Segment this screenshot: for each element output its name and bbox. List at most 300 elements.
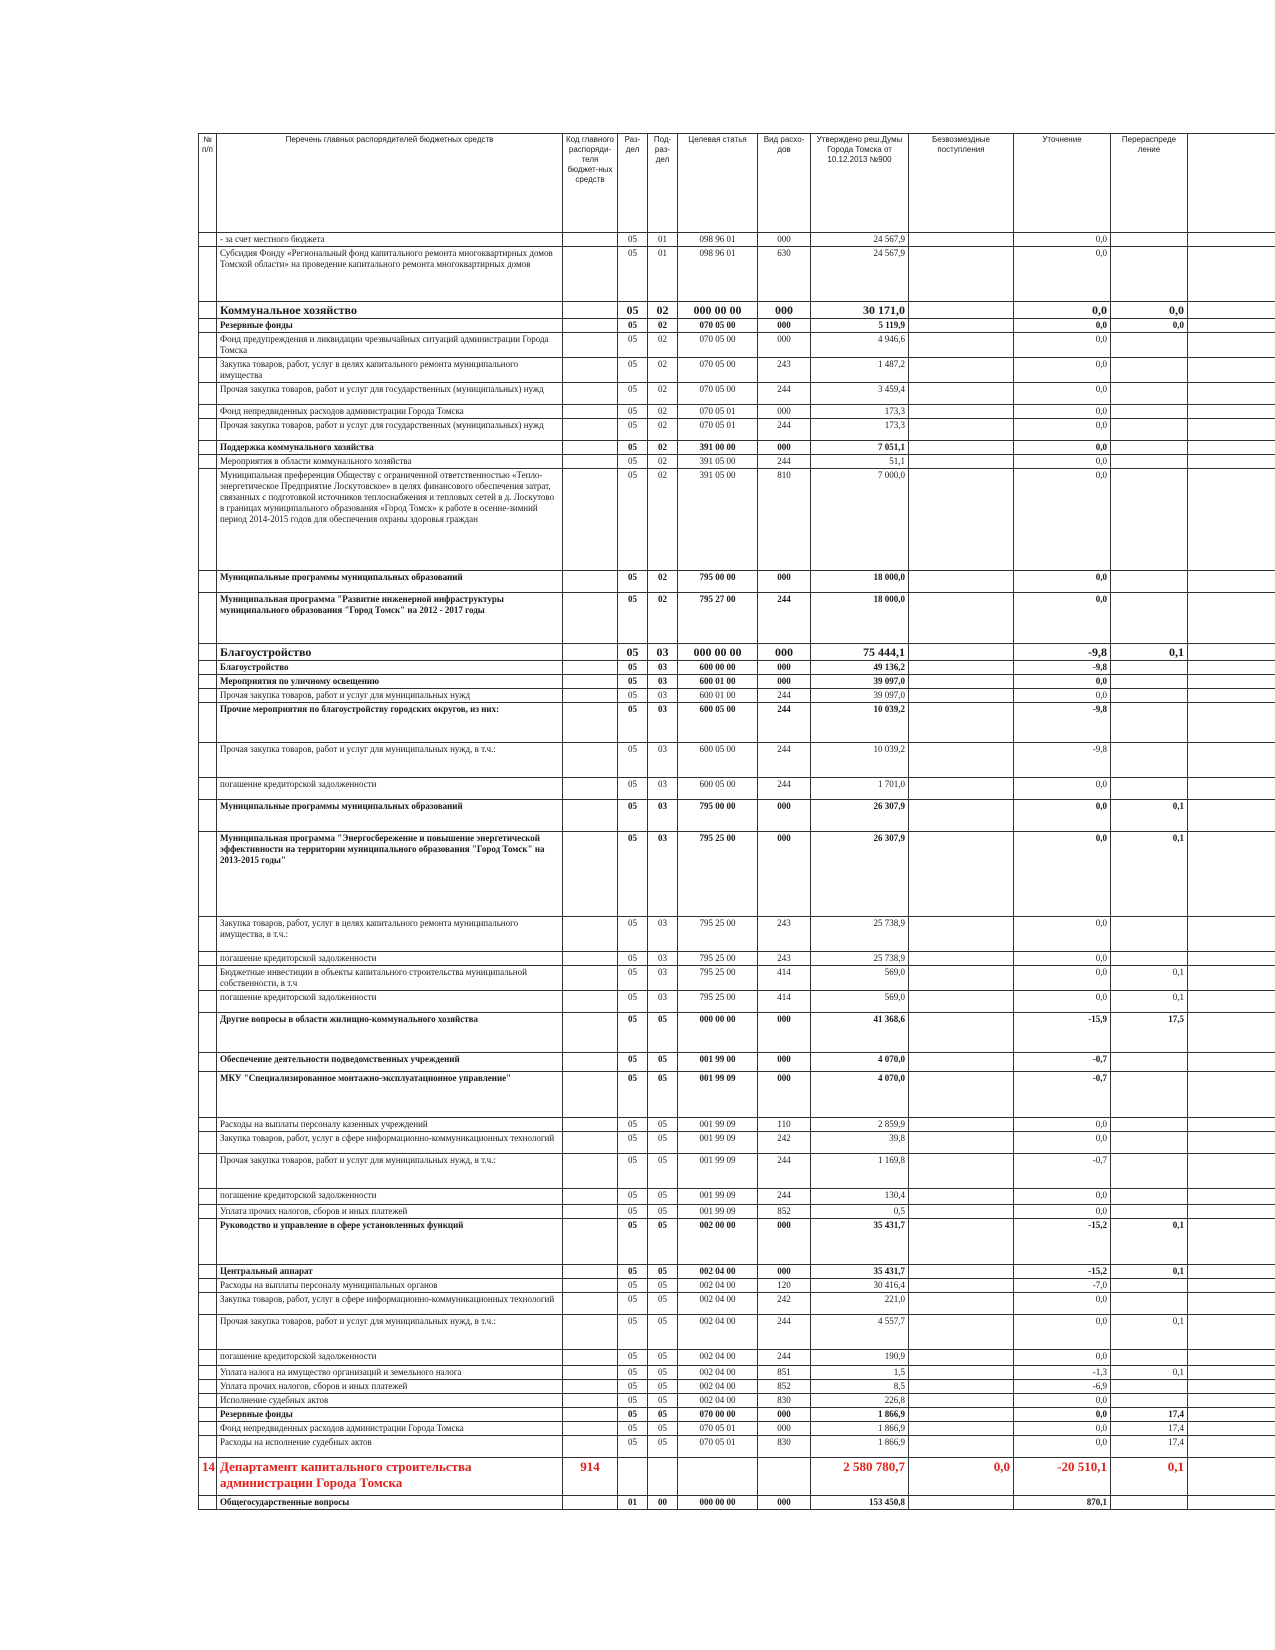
cell-target: 070 05 00 [678, 358, 758, 383]
cell-extra [1188, 1436, 1275, 1458]
cell-approved: 7 051,1 [811, 441, 909, 455]
cell-redistribute: 0,1 [1111, 1265, 1188, 1279]
cell-code [563, 593, 618, 644]
cell-razdel: 05 [618, 441, 648, 455]
cell-free [909, 832, 1014, 917]
cell-podrazdel: 01 [648, 233, 678, 247]
cell-clarify: 0,0 [1014, 405, 1111, 419]
cell-razdel: 05 [618, 644, 648, 661]
cell-redistribute [1111, 952, 1188, 966]
cell-approved: 18 000,0 [811, 571, 909, 593]
cell-clarify: 0,0 [1014, 358, 1111, 383]
cell-approved: 30 416,4 [811, 1279, 909, 1293]
cell-extra [1188, 1422, 1275, 1436]
cell-podrazdel: 02 [648, 571, 678, 593]
table-row [199, 661, 1275, 675]
cell-target: 795 25 00 [678, 952, 758, 966]
cell-podrazdel: 03 [648, 991, 678, 1013]
cell-approved: 4 070,0 [811, 1072, 909, 1118]
cell-num [199, 1072, 217, 1118]
cell-redistribute [1111, 1496, 1188, 1510]
cell-free [909, 1265, 1014, 1279]
cell-approved: 4 946,6 [811, 333, 909, 358]
budget-sheet [198, 133, 1275, 1510]
cell-approved: 1,5 [811, 1366, 909, 1380]
cell-extra [1188, 952, 1275, 966]
cell-free [909, 358, 1014, 383]
cell-clarify: 0,0 [1014, 832, 1111, 917]
cell-target: 795 25 00 [678, 966, 758, 991]
cell-podrazdel: 03 [648, 832, 678, 917]
cell-vid: 852 [758, 1205, 811, 1219]
cell-code [563, 1053, 618, 1072]
cell-razdel: 05 [618, 333, 648, 358]
cell-extra [1188, 689, 1275, 703]
cell-approved: 4 070,0 [811, 1053, 909, 1072]
cell-razdel: 05 [618, 1293, 648, 1315]
cell-redistribute: 0,1 [1111, 800, 1188, 832]
cell-name: Муниципальная программа "Энергосбережение и повышение энергетической эффективности на территории муниципального образования "Город Томск" на 2013-2015 годы" [217, 832, 563, 917]
cell-name: погашение кредиторской задолженности [217, 952, 563, 966]
cell-code [563, 405, 618, 419]
table-row [199, 1436, 1275, 1458]
cell-name: Исполнение судебных актов [217, 1394, 563, 1408]
cell-extra [1188, 778, 1275, 800]
cell-razdel: 05 [618, 703, 648, 743]
cell-vid: 244 [758, 1315, 811, 1350]
cell-num [199, 966, 217, 991]
cell-razdel: 05 [618, 1219, 648, 1265]
cell-podrazdel: 03 [648, 661, 678, 675]
cell-num [199, 1205, 217, 1219]
cell-redistribute [1111, 743, 1188, 778]
cell-approved: 49 136,2 [811, 661, 909, 675]
cell-clarify: 0,0 [1014, 1205, 1111, 1219]
cell-num [199, 778, 217, 800]
cell-code [563, 1189, 618, 1205]
cell-clarify: 0,0 [1014, 778, 1111, 800]
table-row [199, 1408, 1275, 1422]
cell-clarify: 0,0 [1014, 917, 1111, 952]
cell-razdel: 05 [618, 661, 648, 675]
cell-num [199, 302, 217, 319]
cell-razdel: 05 [618, 1154, 648, 1189]
cell-vid: 414 [758, 966, 811, 991]
cell-redistribute: 0,1 [1111, 1458, 1188, 1496]
cell-code [563, 1394, 618, 1408]
cell-name: Резервные фонды [217, 319, 563, 333]
cell-clarify: 0,0 [1014, 1436, 1111, 1458]
cell-podrazdel: 03 [648, 644, 678, 661]
cell-vid: 830 [758, 1436, 811, 1458]
cell-vid: 000 [758, 675, 811, 689]
cell-code [563, 1436, 618, 1458]
cell-razdel [618, 1458, 648, 1496]
cell-podrazdel: 03 [648, 800, 678, 832]
cell-target: 002 04 00 [678, 1380, 758, 1394]
cell-target: 000 00 00 [678, 302, 758, 319]
cell-podrazdel: 02 [648, 593, 678, 644]
cell-extra [1188, 455, 1275, 469]
cell-name: Бюджетные инвестиции в объекты капитального строительства муниципальной собственности, в т.ч [217, 966, 563, 991]
cell-podrazdel: 05 [648, 1265, 678, 1279]
cell-target: 391 05 00 [678, 469, 758, 571]
cell-target: 001 99 09 [678, 1118, 758, 1132]
cell-code [563, 247, 618, 302]
cell-free [909, 778, 1014, 800]
cell-free [909, 1279, 1014, 1293]
cell-razdel: 05 [618, 1408, 648, 1422]
cell-code [563, 358, 618, 383]
cell-clarify: 0,0 [1014, 1394, 1111, 1408]
cell-clarify: 0,0 [1014, 469, 1111, 571]
cell-free [909, 469, 1014, 571]
cell-target: 000 00 00 [678, 1496, 758, 1510]
cell-podrazdel: 05 [648, 1350, 678, 1366]
cell-redistribute: 0,0 [1111, 319, 1188, 333]
cell-name: Расходы на выплаты персоналу казенных учреждений [217, 1118, 563, 1132]
cell-extra [1188, 1118, 1275, 1132]
cell-free [909, 689, 1014, 703]
cell-num [199, 689, 217, 703]
cell-extra [1188, 1053, 1275, 1072]
table-row [199, 333, 1275, 358]
cell-clarify: -15,2 [1014, 1219, 1111, 1265]
cell-approved: 130,4 [811, 1189, 909, 1205]
cell-redistribute [1111, 593, 1188, 644]
cell-code [563, 233, 618, 247]
cell-vid: 243 [758, 952, 811, 966]
table-row [199, 703, 1275, 743]
cell-approved: 569,0 [811, 966, 909, 991]
cell-podrazdel: 03 [648, 743, 678, 778]
cell-free [909, 233, 1014, 247]
cell-approved: 2 859,9 [811, 1118, 909, 1132]
cell-extra [1188, 1315, 1275, 1350]
cell-code [563, 832, 618, 917]
cell-num [199, 1154, 217, 1189]
cell-extra [1188, 1408, 1275, 1422]
cell-free [909, 419, 1014, 441]
cell-num [199, 1189, 217, 1205]
cell-razdel: 05 [618, 1394, 648, 1408]
cell-vid: 244 [758, 689, 811, 703]
cell-free [909, 1132, 1014, 1154]
cell-free: 0,0 [909, 1458, 1014, 1496]
cell-clarify: 0,0 [1014, 1422, 1111, 1436]
cell-razdel: 05 [618, 1189, 648, 1205]
header-extra [1188, 134, 1275, 233]
cell-name: Центральный аппарат [217, 1265, 563, 1279]
cell-clarify: 0,0 [1014, 233, 1111, 247]
cell-razdel: 05 [618, 1315, 648, 1350]
cell-approved: 153 450,8 [811, 1496, 909, 1510]
cell-extra [1188, 675, 1275, 689]
cell-redistribute [1111, 1053, 1188, 1072]
cell-code [563, 1279, 618, 1293]
cell-free [909, 800, 1014, 832]
cell-approved: 1 701,0 [811, 778, 909, 800]
cell-podrazdel: 05 [648, 1154, 678, 1189]
cell-vid: 000 [758, 1496, 811, 1510]
cell-extra [1188, 917, 1275, 952]
cell-target: 600 05 00 [678, 743, 758, 778]
cell-extra [1188, 1380, 1275, 1394]
cell-clarify: 0,0 [1014, 1118, 1111, 1132]
cell-extra [1188, 333, 1275, 358]
cell-approved: 30 171,0 [811, 302, 909, 319]
table-row [199, 1350, 1275, 1366]
cell-code [563, 1315, 618, 1350]
cell-name: Уплата прочих налогов, сборов и иных платежей [217, 1205, 563, 1219]
cell-target: 795 25 00 [678, 991, 758, 1013]
cell-num [199, 319, 217, 333]
cell-code [563, 441, 618, 455]
cell-approved: 1 169,8 [811, 1154, 909, 1189]
cell-name: МКУ "Специализированное монтажно-эксплуатационное управление" [217, 1072, 563, 1118]
cell-clarify: -9,8 [1014, 703, 1111, 743]
cell-redistribute [1111, 1380, 1188, 1394]
cell-razdel: 05 [618, 358, 648, 383]
cell-target: 002 04 00 [678, 1366, 758, 1380]
cell-razdel: 05 [618, 1205, 648, 1219]
table-row [199, 469, 1275, 571]
cell-razdel: 05 [618, 455, 648, 469]
cell-free [909, 1154, 1014, 1189]
cell-num [199, 1315, 217, 1350]
header-code: Код главного распоряди-теля бюджет-ных средств [563, 134, 618, 233]
cell-code [563, 1013, 618, 1053]
cell-name: Фонд непредвиденных расходов администрации Города Томска [217, 405, 563, 419]
cell-podrazdel: 03 [648, 966, 678, 991]
cell-num [199, 1293, 217, 1315]
cell-num [199, 469, 217, 571]
cell-code [563, 1422, 618, 1436]
cell-code [563, 1293, 618, 1315]
cell-num [199, 247, 217, 302]
table-row [199, 1132, 1275, 1154]
cell-vid: 243 [758, 358, 811, 383]
cell-clarify: -6,9 [1014, 1380, 1111, 1394]
cell-razdel: 05 [618, 689, 648, 703]
cell-num [199, 1436, 217, 1458]
cell-code [563, 1205, 618, 1219]
cell-extra [1188, 319, 1275, 333]
cell-free [909, 455, 1014, 469]
table-row [199, 1293, 1275, 1315]
cell-razdel: 05 [618, 800, 648, 832]
cell-extra [1188, 1205, 1275, 1219]
cell-razdel: 05 [618, 233, 648, 247]
cell-extra [1188, 1394, 1275, 1408]
cell-approved: 35 431,7 [811, 1219, 909, 1265]
cell-code [563, 319, 618, 333]
cell-podrazdel: 02 [648, 469, 678, 571]
cell-approved: 10 039,2 [811, 703, 909, 743]
cell-target: 070 05 00 [678, 383, 758, 405]
table-row [199, 832, 1275, 917]
cell-free [909, 644, 1014, 661]
cell-free [909, 1118, 1014, 1132]
cell-name: Муниципальная преференция Обществу с ограниченной ответственностью «Тепло-энергетическое Предприятие Лоскутовское» в целях финансового обеспечения затрат, связанных с подготовкой источников теплоснабжения и тепловых сетей в д. Лоскутово в границах муниципального образования «Город Томск» к работе в осенне-зимний период 2014-2015 годов для обеспечения охраны здоровья граждан [217, 469, 563, 571]
table-row [199, 1053, 1275, 1072]
cell-target: 795 00 00 [678, 800, 758, 832]
cell-redistribute: 17,4 [1111, 1436, 1188, 1458]
cell-target: 002 04 00 [678, 1350, 758, 1366]
cell-redistribute: 0,1 [1111, 991, 1188, 1013]
cell-free [909, 952, 1014, 966]
cell-name: Благоустройство [217, 661, 563, 675]
cell-num [199, 455, 217, 469]
table-row [199, 1422, 1275, 1436]
cell-free [909, 675, 1014, 689]
cell-free [909, 571, 1014, 593]
cell-approved: 39,8 [811, 1132, 909, 1154]
cell-free [909, 1189, 1014, 1205]
cell-free [909, 1380, 1014, 1394]
cell-razdel: 05 [618, 1132, 648, 1154]
cell-razdel: 05 [618, 593, 648, 644]
cell-approved: 173,3 [811, 405, 909, 419]
cell-target: 001 99 00 [678, 1053, 758, 1072]
cell-podrazdel: 03 [648, 952, 678, 966]
cell-code [563, 952, 618, 966]
cell-razdel: 05 [618, 1350, 648, 1366]
table-row [199, 675, 1275, 689]
cell-free [909, 1053, 1014, 1072]
cell-vid: 000 [758, 800, 811, 832]
cell-razdel: 05 [618, 952, 648, 966]
cell-clarify: 0,0 [1014, 675, 1111, 689]
cell-extra [1188, 832, 1275, 917]
cell-free [909, 1219, 1014, 1265]
cell-clarify: 870,1 [1014, 1496, 1111, 1510]
cell-target: 001 99 09 [678, 1205, 758, 1219]
cell-podrazdel: 05 [648, 1205, 678, 1219]
cell-code [563, 966, 618, 991]
cell-code [563, 1072, 618, 1118]
cell-vid: 244 [758, 593, 811, 644]
cell-approved: 4 557,7 [811, 1315, 909, 1350]
cell-num [199, 383, 217, 405]
cell-podrazdel: 03 [648, 703, 678, 743]
cell-name: Расходы на выплаты персоналу муниципальных органов [217, 1279, 563, 1293]
table-row [199, 302, 1275, 319]
cell-free [909, 743, 1014, 778]
cell-vid: 243 [758, 917, 811, 952]
cell-num [199, 832, 217, 917]
cell-extra [1188, 593, 1275, 644]
cell-redistribute [1111, 1279, 1188, 1293]
cell-razdel: 05 [618, 1380, 648, 1394]
cell-num [199, 1496, 217, 1510]
cell-clarify: 0,0 [1014, 383, 1111, 405]
cell-name: погашение кредиторской задолженности [217, 991, 563, 1013]
cell-razdel: 05 [618, 405, 648, 419]
cell-vid: 242 [758, 1293, 811, 1315]
cell-redistribute [1111, 441, 1188, 455]
cell-free [909, 1205, 1014, 1219]
table-row [199, 778, 1275, 800]
cell-code [563, 661, 618, 675]
cell-name: Общегосударственные вопросы [217, 1496, 563, 1510]
table-row [199, 1366, 1275, 1380]
cell-code [563, 1118, 618, 1132]
cell-num: 14 [199, 1458, 217, 1496]
cell-razdel: 05 [618, 778, 648, 800]
cell-redistribute [1111, 1072, 1188, 1118]
cell-target: 795 25 00 [678, 917, 758, 952]
cell-target: 070 05 00 [678, 333, 758, 358]
cell-extra [1188, 1458, 1275, 1496]
cell-redistribute [1111, 455, 1188, 469]
table-row [199, 991, 1275, 1013]
cell-razdel: 05 [618, 1118, 648, 1132]
cell-code [563, 383, 618, 405]
cell-target: 001 99 09 [678, 1154, 758, 1189]
cell-podrazdel: 05 [648, 1219, 678, 1265]
cell-target: 795 27 00 [678, 593, 758, 644]
cell-name: Закупка товаров, работ, услуг в сфере информационно-коммуникационных технологий [217, 1293, 563, 1315]
cell-clarify: -9,8 [1014, 644, 1111, 661]
cell-extra [1188, 1265, 1275, 1279]
cell-name: Уплата прочих налогов, сборов и иных платежей [217, 1380, 563, 1394]
table-row [199, 383, 1275, 405]
cell-podrazdel: 03 [648, 689, 678, 703]
cell-num [199, 800, 217, 832]
cell-name: Прочие мероприятия по благоустройству городских округов, из них: [217, 703, 563, 743]
table-row [199, 358, 1275, 383]
cell-extra [1188, 1154, 1275, 1189]
cell-name: Резервные фонды [217, 1408, 563, 1422]
cell-redistribute: 0,1 [1111, 1366, 1188, 1380]
cell-podrazdel: 01 [648, 247, 678, 302]
cell-clarify: 0,0 [1014, 952, 1111, 966]
cell-code [563, 1265, 618, 1279]
header-name: Перечень главных распорядителей бюджетных средств [217, 134, 563, 233]
cell-approved: 24 567,9 [811, 247, 909, 302]
cell-target: 002 04 00 [678, 1265, 758, 1279]
header-num: № п/п [199, 134, 217, 233]
cell-code [563, 419, 618, 441]
cell-extra [1188, 743, 1275, 778]
cell-vid: 000 [758, 333, 811, 358]
cell-vid: 830 [758, 1394, 811, 1408]
cell-clarify: 0,0 [1014, 991, 1111, 1013]
cell-code [563, 778, 618, 800]
cell-name: Коммунальное хозяйство [217, 302, 563, 319]
cell-target: 070 05 01 [678, 405, 758, 419]
cell-redistribute: 0,1 [1111, 1315, 1188, 1350]
cell-free [909, 1013, 1014, 1053]
cell-name: Муниципальные программы муниципальных образований [217, 800, 563, 832]
cell-num [199, 419, 217, 441]
cell-name: погашение кредиторской задолженности [217, 1350, 563, 1366]
cell-code [563, 675, 618, 689]
cell-name: Мероприятия по уличному освещению [217, 675, 563, 689]
cell-free [909, 991, 1014, 1013]
cell-redistribute [1111, 383, 1188, 405]
cell-num [199, 233, 217, 247]
cell-approved: 24 567,9 [811, 233, 909, 247]
cell-clarify: -15,2 [1014, 1265, 1111, 1279]
cell-podrazdel: 02 [648, 419, 678, 441]
cell-clarify: -1,3 [1014, 1366, 1111, 1380]
table-row [199, 1189, 1275, 1205]
cell-num [199, 441, 217, 455]
cell-name: Прочая закупка товаров, работ и услуг для государственных (муниципальных) нужд [217, 419, 563, 441]
cell-target: 001 99 09 [678, 1132, 758, 1154]
